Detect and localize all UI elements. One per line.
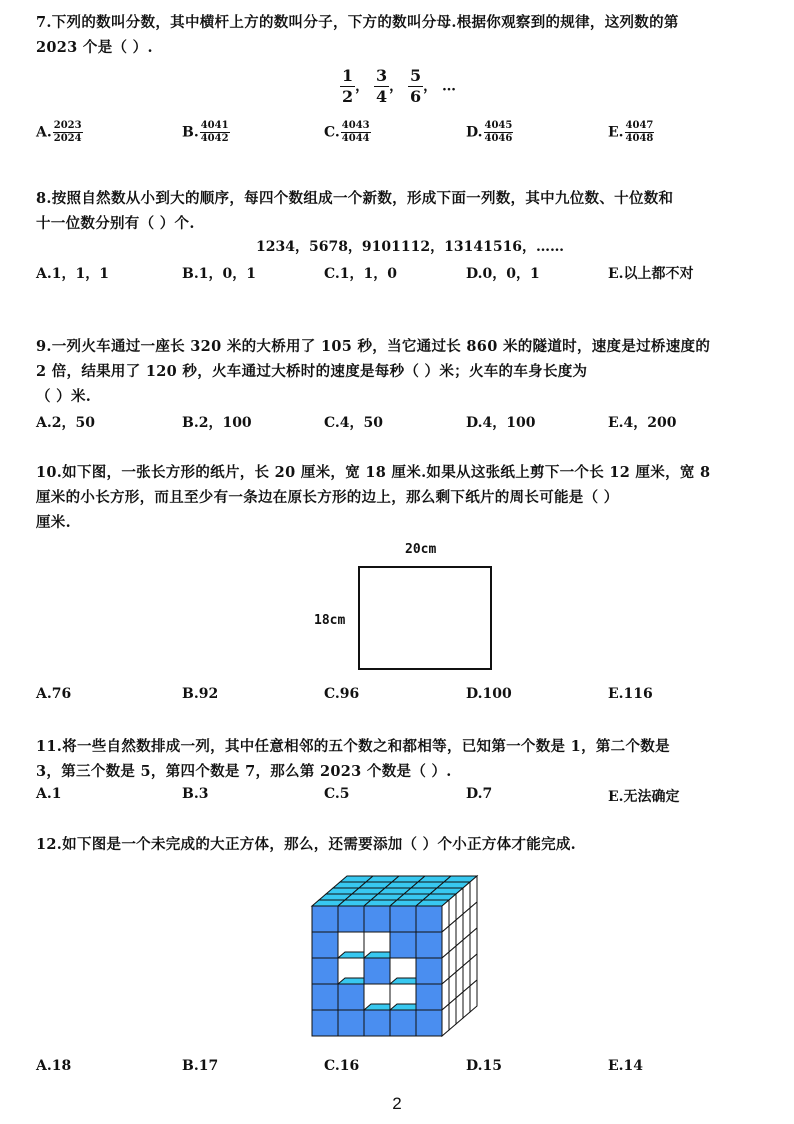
- option-c[interactable]: C.96: [324, 686, 360, 702]
- cube-side-cell: [456, 992, 463, 1024]
- option-c[interactable]: C. $\frac{4043}{4044}$: [324, 120, 370, 144]
- incomplete-cube-figure: [300, 868, 500, 1040]
- options-row: [36, 263, 756, 291]
- cube-side-cell: [463, 986, 470, 1018]
- cube-front-cell: [364, 906, 390, 932]
- options-row: [36, 1058, 756, 1086]
- option-c[interactable]: C.4，50: [324, 415, 383, 431]
- question-number: 8.: [36, 190, 52, 207]
- option-c[interactable]: C.16: [324, 1058, 360, 1074]
- question-7: [36, 10, 766, 60]
- option-c[interactable]: C.5: [324, 786, 350, 802]
- option-d[interactable]: D.100: [466, 686, 512, 702]
- height-label: 18cm: [314, 613, 346, 628]
- question-number: 9.: [36, 338, 52, 355]
- question-text: 如下图是一个未完成的大正方体，那么，还需要添加（ ）个小正方体才能完成.: [62, 836, 577, 853]
- rectangle-figure: [358, 566, 492, 670]
- question-text: 将一些自然数排成一列，其中任意相邻的五个数之和都相等，已知第一个数是 1，第二个数是: [62, 738, 670, 755]
- option-d[interactable]: D.15: [466, 1058, 502, 1074]
- question-number: 10.: [36, 464, 63, 481]
- cube-front-cell: [364, 958, 390, 984]
- cube-front-cell: [312, 932, 338, 958]
- cube-front-cell: [312, 906, 338, 932]
- option-d[interactable]: D.7: [466, 786, 493, 802]
- question-text: 一列火车通过一座长 320 米的大桥用了 105 秒，当它通过长 860 米的隧道时，速度是过桥速度的: [51, 338, 711, 355]
- cube-front-cell: [416, 984, 442, 1010]
- question-number: 11.: [36, 738, 63, 755]
- option-e[interactable]: E. $\frac{4047}{4048}$: [608, 120, 654, 144]
- options-row: [36, 412, 756, 440]
- option-b[interactable]: B.3: [182, 786, 209, 802]
- question-text: 2 倍，结果用了 120 秒，火车通过大桥时的速度是每秒（ ）米；火车的车身长度为: [36, 363, 588, 380]
- question-number: 7.: [36, 14, 52, 31]
- option-b[interactable]: B.2，100: [182, 415, 252, 431]
- cube-front-cell: [312, 984, 338, 1010]
- question-10: [36, 460, 766, 535]
- cube-side-cell: [449, 998, 456, 1030]
- question-text: 厘米.: [36, 514, 71, 531]
- question-11: [36, 734, 766, 784]
- option-b[interactable]: B.92: [182, 686, 219, 702]
- cube-front-cell: [312, 1010, 338, 1036]
- option-e[interactable]: E.无法确定: [608, 789, 680, 805]
- question-number: 12.: [36, 836, 63, 853]
- option-c[interactable]: C.1，1，0: [324, 266, 397, 282]
- question-text: 厘米的小长方形，而且至少有一条边在原长方形的边上，那么剩下纸片的周长可能是（ ）: [36, 489, 619, 506]
- options-row: [36, 786, 756, 814]
- option-b[interactable]: B. $\frac{4041}{4042}$: [182, 120, 229, 144]
- question-text: 如下图，一张长方形的纸片，长 20 厘米，宽 18 厘米.如果从这张纸上剪下一个长 12 厘米，宽 8: [62, 464, 711, 481]
- question-9: [36, 334, 766, 409]
- cube-front-cell: [390, 932, 416, 958]
- option-a[interactable]: A.2，50: [36, 415, 95, 431]
- number-sequence: 1234，5678，9101112，13141516，……: [256, 239, 565, 255]
- question-text: 十一位数分别有（ ）个.: [36, 215, 195, 232]
- question-text: 下列的数叫分数，其中横杆上方的数叫分子，下方的数叫分母.根据你观察到的规律，这列数的第: [51, 14, 679, 31]
- question-8: [36, 186, 766, 236]
- cube-front-cell: [416, 958, 442, 984]
- question-text: （ ）米.: [36, 388, 92, 405]
- fraction-sequence: $\frac{1}{2}$ ， $\frac{3}{4}$ ， $\frac{5}{6}$ ， …: [342, 66, 457, 106]
- cube-front-cell: [338, 906, 364, 932]
- option-e[interactable]: E.4，200: [608, 415, 677, 431]
- cube-front-cell: [416, 906, 442, 932]
- option-d[interactable]: D.4，100: [466, 415, 536, 431]
- option-d[interactable]: D.0，0，1: [466, 266, 540, 282]
- options-row: [36, 120, 756, 148]
- fraction: $\frac{3}{4}$: [376, 66, 388, 106]
- cube-front-cell: [338, 1010, 364, 1036]
- fraction: $\frac{1}{2}$: [342, 66, 354, 106]
- cube-side-cell: [470, 980, 477, 1012]
- question-text: 按照自然数从小到大的顺序，每四个数组成一个新数，形成下面一列数，其中九位数、十位数和: [51, 190, 674, 207]
- option-a[interactable]: A.76: [36, 686, 72, 702]
- cube-front-cell: [390, 1010, 416, 1036]
- cube-front-cell: [312, 958, 338, 984]
- option-a[interactable]: A.18: [36, 1058, 72, 1074]
- option-b[interactable]: B.17: [182, 1058, 219, 1074]
- question-text: 2023 个是（ ）.: [36, 39, 153, 56]
- cube-side-cell: [442, 1004, 449, 1036]
- cube-front-cell: [364, 1010, 390, 1036]
- option-e[interactable]: E.14: [608, 1058, 644, 1074]
- cube-front-cell: [390, 906, 416, 932]
- cube-front-cell: [416, 1010, 442, 1036]
- width-label: 20cm: [405, 542, 437, 557]
- option-e[interactable]: E.以上都不对: [608, 266, 694, 282]
- option-e[interactable]: E.116: [608, 686, 653, 702]
- option-a[interactable]: A.1: [36, 786, 62, 802]
- cube-front-cell: [416, 932, 442, 958]
- option-a[interactable]: A. $\frac{2023}{2024}$: [36, 120, 82, 144]
- question-12: [36, 832, 766, 857]
- option-d[interactable]: D. $\frac{4045}{4046}$: [466, 120, 513, 144]
- cube-front-cell: [338, 984, 364, 1010]
- options-row: [36, 686, 756, 714]
- option-a[interactable]: A.1，1，1: [36, 266, 109, 282]
- option-b[interactable]: B.1，0，1: [182, 266, 256, 282]
- question-text: 3，第三个数是 5，第四个数是 7，那么第 2023 个数是（ ）.: [36, 763, 452, 780]
- fraction: $\frac{5}{6}$: [410, 66, 422, 106]
- page-number: 2: [392, 1094, 402, 1113]
